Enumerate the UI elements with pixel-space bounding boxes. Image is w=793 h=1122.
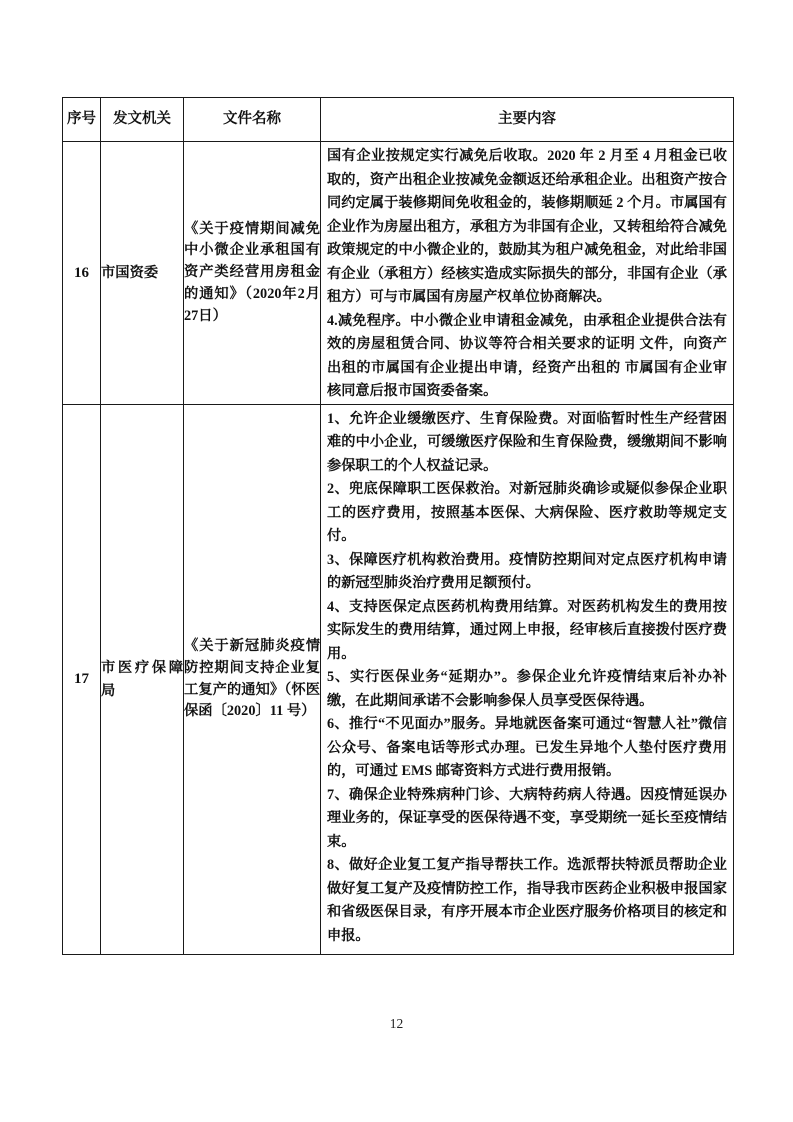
row-index: 17 <box>63 405 101 955</box>
main-content-cell <box>321 405 734 955</box>
content-paragraph: 国有企业按规定实行减免后收取。2020 年 2 月至 4 月租金已收取的，资产出租企业按减免金额返还给承租企业。出租资产按合同约定属于装修期间免收租金的，装修期顺延 2 个月。市属国有企业作为房屋出租方，承租方为非国有企业，又转租给符合减免政策规定的中小微企业的，鼓励其为租户减免租金，对此给非国有企业（承租方）经核实造成实际损失的部分，非国有企业（承租方）可与市属国有房屋产权单位协商解决。 <box>327 148 727 305</box>
table-row <box>63 405 734 955</box>
content-paragraph: 8、做好企业复工复产指导帮扶工作。选派帮扶特派员帮助企业做好复工复产及疫情防控工作，指导我市医药企业积极申报国家和省级医保目录，有序开展本市企业医疗服务价格项目的核定和申报。 <box>327 857 727 944</box>
main-content-text <box>321 142 733 401</box>
content-paragraph: 1、允许企业缓缴医疗、生育保险费。对面临暂时性生产经营困难的中小企业，可缓缴医疗保险和生育保险费，缓缴期间不影响参保职工的个人权益记录。 <box>327 410 727 474</box>
page-number: 12 <box>389 1016 404 1031</box>
row-index: 16 <box>63 142 101 405</box>
content-paragraph: 5、实行医保业务“延期办”。参保企业允许疫情结束后补办补缴，在此期间承诺不会影响参保人员享受医保待遇。 <box>327 669 727 709</box>
main-content-cell <box>321 142 734 405</box>
policy-documents-table <box>62 97 734 955</box>
content-paragraph: 6、推行“不见面办”服务。异地就医备案可通过“智慧人社”微信公众号、备案电话等形式办理。已发生异地个人垫付医疗费用的，可通过 EMS 邮寄资料方式进行费用报销。 <box>327 716 727 780</box>
document-title: 《关于新冠肺炎疫情防控期间支持企业复工复产的通知》（怀医保函〔2020〕11 号） <box>184 405 321 955</box>
header-document-name: 文件名称 <box>184 98 321 142</box>
document-title: 《关于疫情期间减免中小微企业承租国有资产类经营用房租金的通知》（2020年2月27日） <box>184 142 321 405</box>
content-paragraph: 4、支持医保定点医药机构费用结算。对医药机构发生的费用按实际发生的费用结算，通过网上申报，经审核后直接拨付医疗费用。 <box>327 598 727 662</box>
content-paragraph: 4.减免程序。中小微企业申请租金减免，由承租企业提供合法有效的房屋租赁合同、协议等符合相关要求的证明 文件，向资产出租的市属国有企业提出申请，经资产出租的 市属国有企业审核同意后报市国资委备案。 <box>327 312 727 399</box>
header-index: 序号 <box>63 98 101 142</box>
content-paragraph: 2、兜底保障职工医保救治。对新冠肺炎确诊或疑似参保企业职工的医疗费用，按照基本医保、大病保险、医疗救助等规定支付。 <box>327 481 727 545</box>
content-paragraph: 3、保障医疗机构救治费用。疫情防控期间对定点医疗机构申请的新冠型肺炎治疗费用足额预付。 <box>327 551 727 592</box>
content-paragraph: 7、确保企业特殊病种门诊、大病特药病人待遇。因疫情延误办理业务的，保证享受的医保待遇不变，享受期统一延长至疫情结束。 <box>327 786 727 850</box>
issuing-agency: 市医疗保障局 <box>101 405 184 955</box>
table-header-row <box>63 98 734 142</box>
issuing-agency: 市国资委 <box>101 142 184 405</box>
main-content-text <box>321 405 733 951</box>
table-row <box>63 142 734 405</box>
header-main-content: 主要内容 <box>321 98 734 142</box>
header-agency: 发文机关 <box>101 98 184 142</box>
